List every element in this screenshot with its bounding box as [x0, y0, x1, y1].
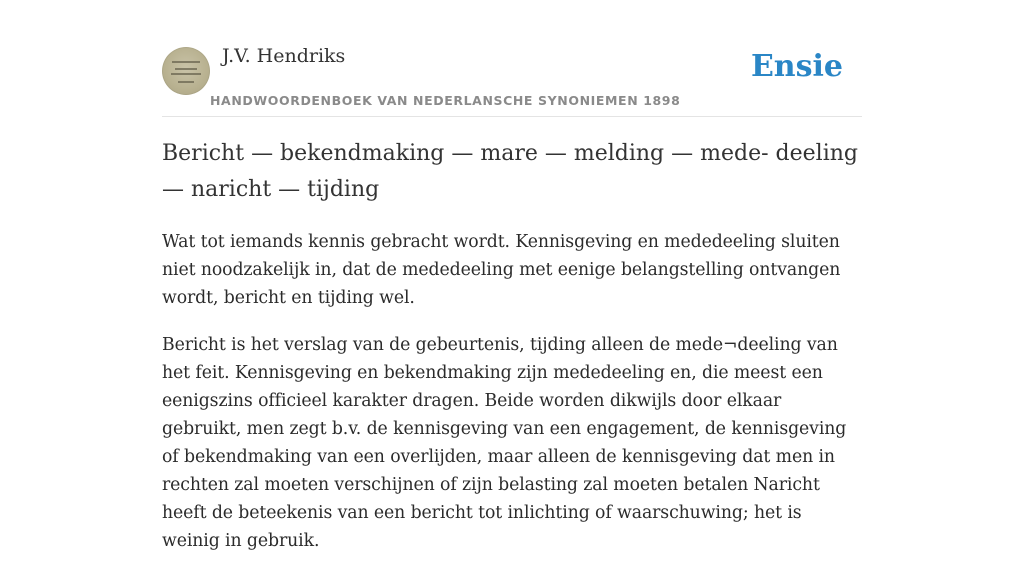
- page: [162, 0, 862, 551]
- author-name[interactable]: J.V. Hendriks: [222, 45, 346, 67]
- ensie-logo[interactable]: Ensie: [750, 49, 843, 84]
- source-title[interactable]: HANDWOORDENBOEK VAN NEDERLANSCHE SYNONIEMEN 1898: [210, 93, 681, 108]
- cover-line: [172, 61, 200, 63]
- cover-line: [175, 68, 197, 70]
- paragraph: Wat tot iemands kennis gebracht wordt. Kennisgeving en mededeeling sluiten niet noodzakelijk in, dat de mededeeling met eenige belangstelling ontvangen wordt, bericht en tijding wel.: [162, 232, 841, 308]
- article-body: [162, 228, 862, 574]
- paragraph: Bericht is het verslag van de gebeurtenis, tijding alleen de mede¬deeling van het feit. Kennisgeving en bekendmaking zijn mededeeling en, die meest een eenigszins officieel karakter dragen. Beide worden dikwijls door elkaar gebruikt, men zegt b.v. de kennisgeving van een engagement, de kennisgeving of bekendmaking van een overlijden, maar alleen de kennisgeving dat men in rechten zal moeten verschijnen of zijn belasting zal moeten betalen Naricht heeft de beteekenis van een bericht tot inlichting of waarschuwing; het is weinig in gebruik.: [162, 335, 847, 551]
- cover-line: [178, 81, 194, 83]
- book-cover-avatar[interactable]: [162, 47, 210, 95]
- page-header: [162, 0, 862, 117]
- cover-line: [171, 73, 201, 75]
- page-title: Bericht — bekendmaking — mare — melding — mede- deeling — naricht — tijding: [162, 141, 858, 202]
